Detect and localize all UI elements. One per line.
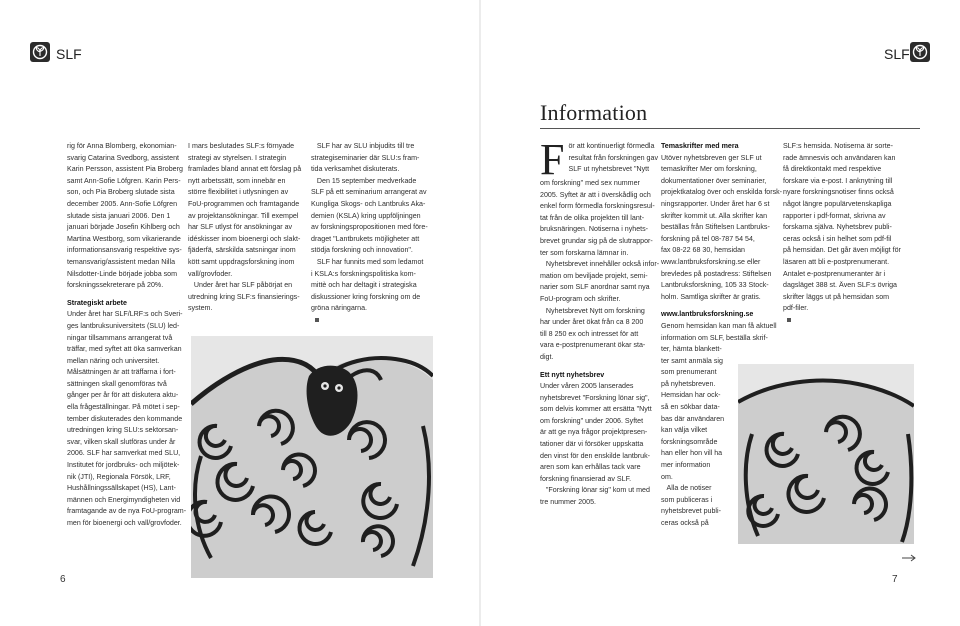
text-line: ceras också på [661, 519, 709, 527]
text-line: rig för Anna Blomberg, ekonomian- [67, 142, 177, 150]
text-line: SLF har funnits med som ledamot [311, 257, 424, 266]
text-line: brevet grundar sig på de slutrappor- [540, 236, 653, 245]
text-line: gröna näringarna. [311, 304, 368, 313]
end-mark [787, 318, 791, 322]
text-line: om forskning" med sex nummer [540, 179, 640, 187]
column-2-paragraph [188, 141, 306, 315]
text-line: Martina Westborg, som vikarierande [67, 234, 181, 243]
text-line: av projektansökningar. Till exempel [188, 211, 299, 220]
text-line: den vinst för den enskilde lantbruk- [540, 451, 651, 460]
column-1-paragraph [67, 141, 182, 292]
text-line: som delvis kommer att ersätta "Nytt [540, 405, 652, 414]
text-line: forskning finansierad av SLF. [540, 474, 632, 483]
column-6-paragraph [783, 141, 903, 315]
text-line: tationer där vi försöker uppskatta [540, 440, 644, 449]
text-line: läsaren att bli e-postprenumerant. [783, 257, 890, 266]
text-line: skrifter kommit ut. Alla skrifter kan [661, 211, 768, 220]
text-line: tember diskuterades den kommande [67, 414, 183, 423]
text-line: temansvarig/assistent medan Nilla [67, 257, 176, 266]
text-line: ter, hämta blankett- [661, 345, 722, 354]
arrow-right-icon [902, 549, 918, 557]
text-line: samt Ann-Sofie Löfgren. Karin Pers- [67, 176, 181, 185]
text-line: har under året ökat från ca 8 200 [540, 318, 644, 327]
text-line: tida verksamhet diskuterats. [311, 165, 400, 174]
text-line: dokumentationer över seminarier, [661, 176, 767, 185]
text-line: utredningen kring SLU:s sektorsan- [67, 426, 179, 435]
text-line: tre nummer 2005. [540, 498, 596, 507]
text-line: december 2005. Ann-Sofie Löfgren [67, 199, 178, 208]
text-line: Nilsdotter-Linde började jobba som [67, 269, 178, 278]
text-line: ella frågeställningar. På mötet i sep- [67, 403, 180, 412]
text-line: rapporter i pdf-format, skrivna av [783, 211, 886, 220]
text-line: svar, vilken skall slutföras under år [67, 437, 176, 446]
text-line: forskningssekreterare på 20%. [67, 281, 164, 290]
text-line: "Forskning lönar sig" kom ut med [540, 486, 650, 495]
text-line: FoU-programmen och framtagande [188, 199, 300, 208]
text-line: FoU-program och skrifter. [540, 294, 621, 303]
column-4-paragraph-b [540, 381, 658, 509]
text-line: Under våren 2005 lanserades [540, 382, 634, 391]
column-1-paragraph-b [67, 309, 187, 529]
text-line: gånger per år för att diskutera aktu- [67, 391, 179, 400]
text-line: utredning kring SLF:s finansierings- [188, 292, 300, 301]
text-line: få direktkontakt med respektive [783, 165, 882, 174]
text-line: Utöver nyhetsbreven ger SLF ut [661, 153, 762, 162]
text-line: Genom hemsidan kan man få aktuell [661, 321, 777, 330]
text-line: männen och Energimyndigheten vid [67, 495, 181, 504]
text-line: nyare forskningsnotiser finns också [783, 188, 894, 197]
text-line: på hemsidan. Det går även möjligt för [783, 246, 901, 255]
text-column-2 [188, 141, 306, 315]
text-line: system. [188, 304, 213, 313]
text-line: pdf-filer. [783, 304, 809, 313]
text-line: fjäderfä, särskilda satsningar inom [188, 246, 296, 255]
text-line: Hushållningssällskapet (HS), Lant- [67, 484, 176, 493]
text-line: i KSLA:s forskningspolitiska kom- [311, 269, 416, 278]
text-line: ceras också i sin helhet som pdf-fil [783, 234, 892, 243]
text-line: något längre populärvetenskapliga [783, 199, 892, 208]
text-line: forskarna själva. Nyhetsbrev publi- [783, 223, 892, 232]
text-line: Antalet e-postprenumeranter är i [783, 269, 886, 278]
text-line: resultat från forskningen gav [568, 153, 658, 162]
text-line: vara e-postprenumerant ökar sta- [540, 341, 646, 350]
text-line: av forskningspropositionen med före- [311, 223, 428, 232]
text-line: SLF:s hemsida. Notiserna är sorte- [783, 142, 893, 150]
text-line: forskning på tel 08-787 54 54, [661, 234, 755, 243]
text-line: mittè och har deltagit i strategiska [311, 281, 417, 290]
page-number-right: 7 [892, 574, 898, 585]
text-line: på nyhetsbreven. [661, 379, 716, 388]
text-line: son, och Pia Broberg slutade sista [67, 188, 175, 197]
text-line: om. [661, 472, 673, 481]
text-line: ningar tillsammans arrangerat två [67, 333, 173, 342]
text-line: skrifter läggs ut på hemsidan som [783, 292, 890, 301]
text-line: Under året har SLF påbörjat en [188, 281, 293, 290]
text-line: idéskisser inom bioenergi och slakt- [188, 234, 301, 243]
text-line: bas där användaren [661, 414, 725, 423]
text-line: forskare via e-post. I anknytning till [783, 176, 893, 185]
text-line: nik (JTI), Regionala Försök, LRF, [67, 472, 171, 481]
text-line: SLF har av SLU inbjudits till tre [311, 142, 415, 150]
text-line: om forskning" under 2006. Syftet [540, 416, 644, 425]
drop-cap-paragraph [540, 141, 658, 178]
text-line: har SLF utlyst för ansökningar av [188, 223, 293, 232]
text-line: SLF på ett seminarium arrangerat av [311, 188, 427, 197]
text-line: som prenumerant [661, 368, 717, 377]
text-line: vall/grovfoder. [188, 269, 233, 278]
column-4-paragraph [540, 178, 658, 364]
text-line: forskningsområde [661, 437, 718, 446]
text-line: Målsättningen är att träffarna i fort- [67, 368, 176, 377]
text-line: han eller hon vill ha [661, 449, 723, 458]
sheep-illustration-right [738, 364, 914, 544]
text-column-3 [311, 141, 431, 327]
text-line: är att ge nya frågor projektpresen- [540, 428, 648, 437]
text-line: I mars beslutades SLF:s förnyade [188, 142, 295, 150]
text-line: Alla de notiser [661, 484, 712, 493]
text-line: Hemsidan har ock- [661, 391, 721, 400]
text-line: Kungliga Skogs- och Lantbruks Aka- [311, 199, 426, 208]
text-line: ör att kontinuerligt förmedla [568, 142, 655, 150]
text-column-4 [540, 141, 658, 509]
text-line: ningsrapporter. Under året har 6 st [661, 199, 770, 208]
text-line: Karin Persson, assistent Pia Broberg [67, 165, 183, 174]
text-line: mation om beviljade projekt, semi- [540, 271, 648, 280]
text-line: mellan näring och universitet. [67, 356, 160, 365]
text-line: framtagande av de nya FoU-program- [67, 507, 187, 516]
text-line: kött samt uppdragsforskning inom [188, 257, 295, 266]
text-line: brevledes på postadress: Stiftelsen [661, 269, 772, 278]
drop-cap: F [540, 141, 565, 178]
page-number-left: 6 [60, 574, 66, 585]
text-line: beställas från Stiftelsen Lantbruks- [661, 223, 770, 232]
text-line: svarig Catarina Svedborg, assistent [67, 153, 179, 162]
text-line: Den 15 september medverkade [311, 176, 417, 185]
plant-logo-icon [910, 42, 930, 62]
text-line: men för bioenergi och vall/grovfoder. [67, 519, 182, 527]
section-heading-strategiskt-arbete: Strategiskt arbete [67, 298, 127, 307]
text-line: ges lantbruksuniversitets (SLU) led- [67, 321, 180, 330]
text-line: SLF ut nyhetsbrevet "Nytt [568, 165, 650, 174]
column-5-paragraph [661, 153, 783, 304]
text-line: Nyhetsbrevet Nytt om forskning [540, 306, 645, 315]
title-rule [540, 128, 920, 129]
text-column-6 [783, 141, 903, 327]
text-line: träffar, med syftet att öka samverkan [67, 345, 182, 354]
text-line: diskussioner kring forskning om de [311, 292, 421, 301]
text-line: så en sökbar data- [661, 403, 720, 412]
page-title: Information [540, 100, 648, 125]
text-line: temaskrifter Mer om forskning, [661, 165, 757, 174]
brand-label-right: SLF [884, 46, 910, 62]
text-line: Nyhetsbrevet innehåller också infor- [540, 260, 660, 269]
text-line: nyhetsbrevet publi- [661, 507, 721, 516]
text-line: januari började Josefin Kihlberg och [67, 223, 180, 232]
text-line: informationsansvarig respektive sys- [67, 246, 182, 255]
text-line: mer information [661, 461, 711, 470]
text-line: nyhetsbrevet "Forskning lönar sig", [540, 393, 650, 402]
text-line: rade ämnesvis och användaren kan [783, 153, 896, 162]
section-heading-nytt-nyhetsbrev: Ett nytt nyhetsbrev [540, 370, 605, 379]
text-line: bruksnäringen. Notiserna i nyhets- [540, 225, 649, 234]
text-line: 2005. Syftet är att i överskådlig och [540, 190, 651, 199]
text-line: Lantbruksforskning, 105 33 Stock- [661, 281, 769, 290]
text-line: större flexibilitet i utlysningen av [188, 188, 289, 197]
text-line: draget "Lantbrukets möjligheter att [311, 234, 420, 243]
text-line: Under året har SLF/LRF:s och Sveri- [67, 310, 183, 319]
page-gutter [479, 0, 481, 626]
end-mark [315, 318, 319, 322]
text-line: demien (KSLA) kring uppföljningen [311, 211, 421, 220]
text-line: kan välja vilket [661, 426, 708, 435]
column-3-paragraph [311, 141, 431, 315]
text-line: till 8 250 ex och intresset för att [540, 329, 639, 338]
text-line: strategiseminarier där SLU:s fram- [311, 153, 420, 162]
text-line: digt. [540, 352, 554, 361]
brand-label-left: SLF [56, 46, 82, 62]
text-line: information om SLF, beställa skrif- [661, 333, 768, 342]
sheep-illustration-left [191, 336, 433, 578]
text-line: enkel form förmedla forskningsresul- [540, 202, 655, 211]
website-link[interactable]: www.lantbruksforskning.se [661, 310, 754, 319]
text-line: 2006. SLF har samverkat med SLU, [67, 449, 181, 458]
text-line: www.lantbruksforskning.se eller [661, 257, 761, 266]
text-line: ter samt anmäla sig [661, 356, 723, 365]
text-line: narier som SLF anordnar samt nya [540, 283, 650, 292]
text-line: stödja forskning och innovation". [311, 246, 413, 255]
text-line: strategi av styrelsen. I strategin [188, 153, 287, 162]
text-line: sättningen skall genomföras två [67, 379, 167, 388]
text-line: aren som kan erhållas tack vare [540, 463, 641, 472]
text-column-1 [67, 141, 187, 530]
text-line: som publiceras i [661, 495, 713, 504]
text-line: framlades bland annat ett förslag på [188, 165, 302, 174]
plant-logo-icon [30, 42, 50, 62]
text-line: slutade sista januari 2006. Den 1 [67, 211, 171, 220]
text-line: fax 08-22 68 30, hemsidan [661, 246, 745, 255]
text-line: holm. Samtliga skrifter är gratis. [661, 292, 761, 301]
text-line: projektkatalog över och enskilda forsk- [661, 188, 783, 197]
text-line: Institutet för jordbruks- och miljötek- [67, 461, 180, 470]
section-heading-temaskrifter: Temaskrifter med mera [661, 142, 739, 150]
text-line: tat från de olika projekten till lant- [540, 213, 645, 222]
text-line: dagsläget 388 st. Även SLF:s övriga [783, 281, 897, 290]
text-line: nytt arbetssätt, som innebär en [188, 176, 286, 185]
text-line: ter som forskarna lämnar in. [540, 248, 629, 257]
